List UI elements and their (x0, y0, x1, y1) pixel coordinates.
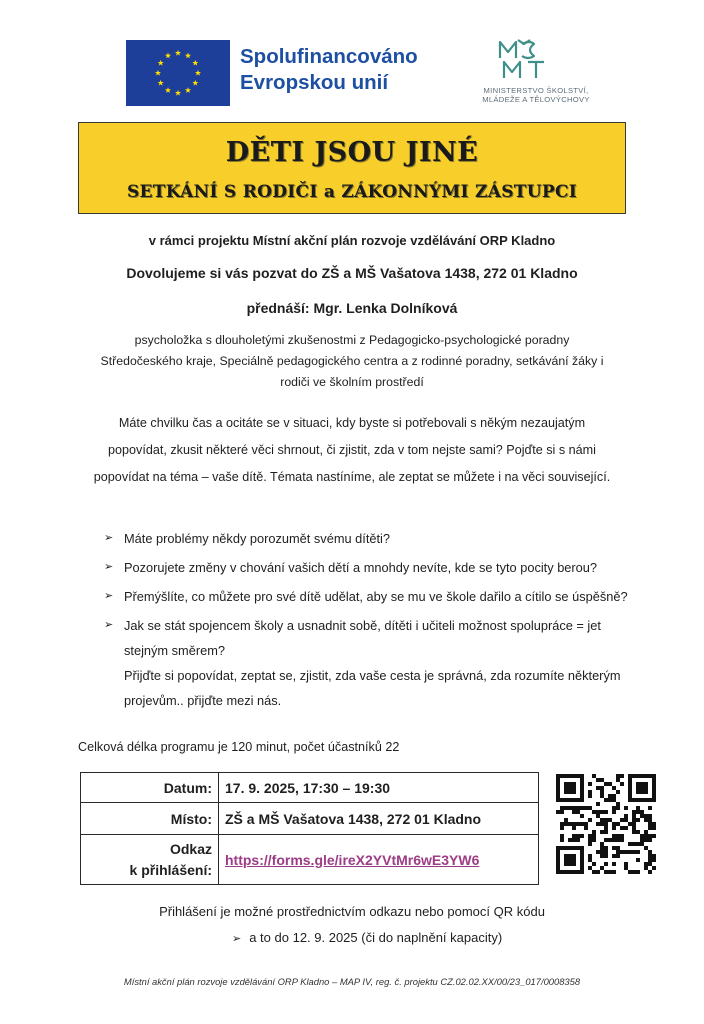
speaker-line: přednáší: Mgr. Lenka Dolníková (246, 300, 458, 316)
eu-cofinanced-text (240, 44, 418, 96)
question-text: Máte problémy někdy porozumět svému dítěti? (124, 531, 391, 546)
question-text: Přemýšlíte, co můžete pro své dítě udělat, aby se mu ve škole dařilo a cítilo se úspěšně? (124, 589, 628, 604)
eu-star-icon (185, 87, 191, 93)
eu-star-icon (175, 50, 181, 56)
title-banner (78, 122, 626, 214)
deadline-text: a to do 12. 9. 2025 (či do naplnění kapacity) (249, 930, 503, 945)
question-text: Jak se stát spojencem školy a usnadnit sobě, dítěti i učiteli možnost spolupráce = jet (124, 618, 601, 633)
link-cell (219, 835, 539, 885)
table-row (81, 835, 539, 885)
sub-title: SETKÁNÍ S RODIČI a ZÁKONNÝMI ZÁSTUPCI (126, 182, 578, 202)
bio-line: rodiči ve školním prostředí (280, 375, 424, 389)
msmt-emblem-icon (498, 38, 558, 82)
arrow-bullet-icon: ➢ (104, 619, 114, 631)
invitation-line: Dovolujeme si vás pozvat do ZŠ a MŠ Vašatova 1438, 272 01 Kladno (126, 265, 578, 281)
place-label: Místo: (81, 803, 219, 835)
description-line: Máte chvilku čas a ocitáte se v situaci, kdy byste si potřebovali s někým nezaujatým (118, 416, 586, 430)
registration-deadline (232, 930, 502, 945)
eu-line-1: Spolufinancováno (240, 45, 418, 68)
list-item (104, 526, 664, 551)
ministry-line-2: MLÁDEŽE A TĚLOVÝCHOVY (482, 95, 590, 104)
eu-star-icon (165, 52, 171, 58)
page-footer: Místní akční plán rozvoje vzdělávání ORP Kladno – MAP IV, reg. č. projektu CZ.02.02.XX/00/23_017/0008358 (123, 976, 581, 987)
qr-code-icon (556, 774, 656, 874)
table-row (81, 773, 539, 803)
ministry-logo (466, 38, 606, 110)
registration-note: Přihlášení je možné prostřednictvím odkazu nebo pomocí QR kódu (159, 904, 545, 919)
eu-star-icon (192, 60, 198, 66)
event-info-table (80, 772, 539, 885)
ministry-line-1: MINISTERSTVO ŠKOLSTVÍ, (483, 86, 589, 95)
date-label: Datum: (81, 773, 219, 803)
program-summary: Celková délka programu je 120 minut, počet účastníků 22 (78, 740, 400, 754)
list-item (104, 613, 664, 638)
eu-flag-logo (126, 40, 230, 106)
eu-star-icon (158, 80, 164, 86)
speaker-bio (0, 330, 704, 393)
date-value: 17. 9. 2025, 17:30 – 19:30 (219, 773, 539, 803)
bio-line: psycholožka s dlouholetými zkušenostmi z Pedagogicko-psychologické poradny (134, 333, 570, 347)
eu-star-icon (165, 87, 171, 93)
question-list (104, 526, 664, 713)
registration-link[interactable]: https://forms.gle/ireX2YVtMr6wE3YW6 (225, 851, 480, 868)
arrow-bullet-icon: ➢ (104, 590, 114, 602)
description-line: popovídat na téma – vaše dítě. Témata nastíníme, ale zeptat se můžete i na věci související. (93, 470, 611, 484)
list-item (104, 584, 664, 609)
eu-star-icon (185, 52, 191, 58)
arrow-bullet-icon: ➢ (104, 561, 114, 573)
list-item (104, 555, 664, 580)
table-row (81, 803, 539, 835)
eu-star-icon (155, 70, 161, 76)
eu-star-icon (158, 60, 164, 66)
link-label (81, 835, 219, 885)
description (0, 410, 704, 491)
main-title: DĚTI JSOU JINÉ (225, 137, 479, 168)
eu-star-icon (175, 90, 181, 96)
description-line: popovídat, zkusit některé věci shrnout, či zjistit, zda v tom nejste sami? Pojďte si s námi (108, 443, 596, 457)
question-text: Pozorujete změny v chování vašich dětí a mnohdy nevíte, kde se tyto pocity berou? (124, 560, 598, 575)
question-continuation: Přijďte si popovídat, zeptat se, zjistit, zda vaše cesta je správná, zda rozumíte některým (124, 668, 621, 683)
arrow-bullet-icon: ➢ (232, 933, 242, 945)
bio-line: Středočeského kraje, Speciálně pedagogického centra a z rodinné poradny, setkávání žáky i (100, 354, 604, 368)
place-value: ZŠ a MŠ Vašatova 1438, 272 01 Kladno (219, 803, 539, 835)
eu-star-icon (195, 70, 201, 76)
link-label-line-2: k přihlášení: (129, 861, 212, 878)
question-continuation: stejným směrem? (124, 643, 225, 658)
project-line: v rámci projektu Místní akční plán rozvoje vzdělávání ORP Kladno (148, 233, 556, 248)
eu-line-2: Evropskou unií (240, 71, 389, 94)
eu-star-icon (192, 80, 198, 86)
arrow-bullet-icon: ➢ (104, 532, 114, 544)
link-label-line-1: Odkaz (169, 840, 212, 857)
question-continuation: projevům.. přijďte mezi nás. (124, 693, 282, 708)
